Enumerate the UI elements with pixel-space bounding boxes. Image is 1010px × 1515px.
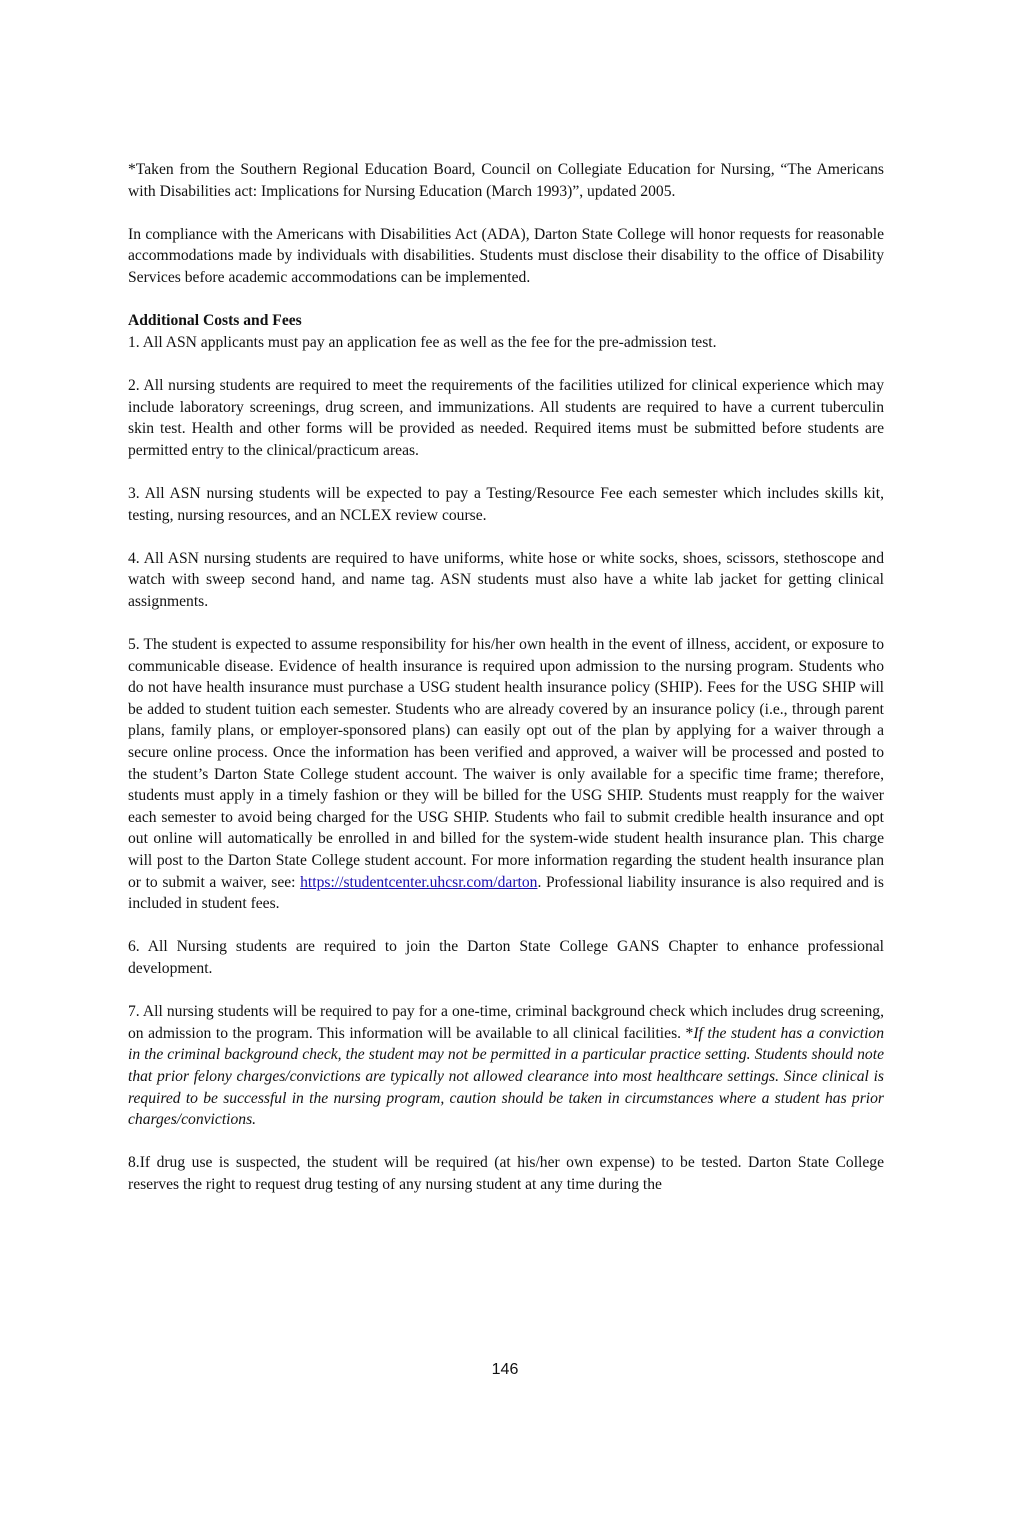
source-note: *Taken from the Southern Regional Education Board, Council on Collegiate Education for Nursing, “The Americans with Disabilities act: Implications for Nursing Education (March 1993)”, updated 2005. xyxy=(128,161,884,200)
list-item-3: 3. All ASN nursing students will be expected to pay a Testing/Resource Fee each semester which includes skills kit, testing, nursing resources, and an NCLEX review course. xyxy=(128,484,884,524)
document-body xyxy=(128,159,884,1217)
list-item-6: 6. All Nursing students are required to join the Darton State College GANS Chapter to enhance professional development. xyxy=(128,938,884,977)
list-item-7 xyxy=(128,1001,884,1131)
item-7-text: 7. All nursing students will be required to pay for a one-time, criminal background check which includes drug screening, on admission to the program. This information will be available to all clinical facilities. * xyxy=(128,1003,884,1042)
list-item-5 xyxy=(128,634,884,915)
ada-statement: In compliance with the Americans with Disabilities Act (ADA), Darton State College will honor requests for reasonable accommodations made by individuals with disabilities. Students must disclose their disability to the office of Disability Services before academic accommodations can be implemented. xyxy=(128,225,884,286)
list-item-4: 4. All ASN nursing students are required to have uniforms, white hose or white socks, shoes, scissors, stethoscope and watch with sweep second hand, and name tag. ASN students must also have a white lab jacket for getting clinical assignments. xyxy=(128,549,884,610)
list-item-1: 1. All ASN applicants must pay an application fee as well as the fee for the pre-admission test. xyxy=(128,333,717,351)
page-number: 146 xyxy=(491,1361,519,1378)
item-5-text-end: . Professional liability insurance is also required and is included in student fees. xyxy=(128,873,884,913)
item-7-italic-note: If the student has a conviction in the criminal background check, the student may not be permitted in a particular practice setting. Students should note that prior felony charges/convictions are typically not allowed clearance into most healthcare settings. Since clinical is required to be successful in the nursing program, caution should be taken in circumstances where a student has prior charges/convictions. xyxy=(128,1024,884,1129)
item-5-text: 5. The student is expected to assume responsibility for his/her own health in the event of illness, accident, or exposure to communicable disease. Evidence of health insurance is required upon admission to the nursing program. Students who do not have health insurance must purchase a USG student health insurance policy (SHIP). Fees for the USG SHIP will be added to student tuition each semester. Students who are already covered by an insurance policy (i.e., through parent plans, family plans, or employer-sponsored plans) can easily opt out of the plan by applying for a waiver through a secure online process. Once the information has been verified and approved, a waiver will be processed and posted to the student’s Darton State College student account. The waiver is only available for a specific time frame; therefore, students must apply in a timely fashion or they will be billed for the USG SHIP. Students must reapply for the waiver each semester to avoid being charged for the USG SHIP. Students who fail to submit credible health insurance and opt out online will automatically be enrolled in and billed for the system-wide student health insurance plan. This charge will post to the Darton State College student account. For more information regarding the student health insurance plan or to submit a waiver, see: xyxy=(128,636,884,891)
list-item-2: 2. All nursing students are required to meet the requirements of the facilities utilized for clinical experience which may include laboratory screenings, drug screen, and immunizations. All students are required to have a current tuberculin skin test. Health and other forms will be provided as needed. Required items must be submitted before students are permitted entry to the clinical/practicum areas. xyxy=(128,376,884,459)
section-heading: Additional Costs and Fees xyxy=(128,312,302,330)
insurance-waiver-link[interactable]: https://studentcenter.uhcsr.com/darton xyxy=(300,873,538,891)
list-item-8: 8.If drug use is suspected, the student will be required (at his/her own expense) to be tested. Darton State College reserves the right to request drug testing of any nursing student at any time during the xyxy=(128,1154,884,1193)
